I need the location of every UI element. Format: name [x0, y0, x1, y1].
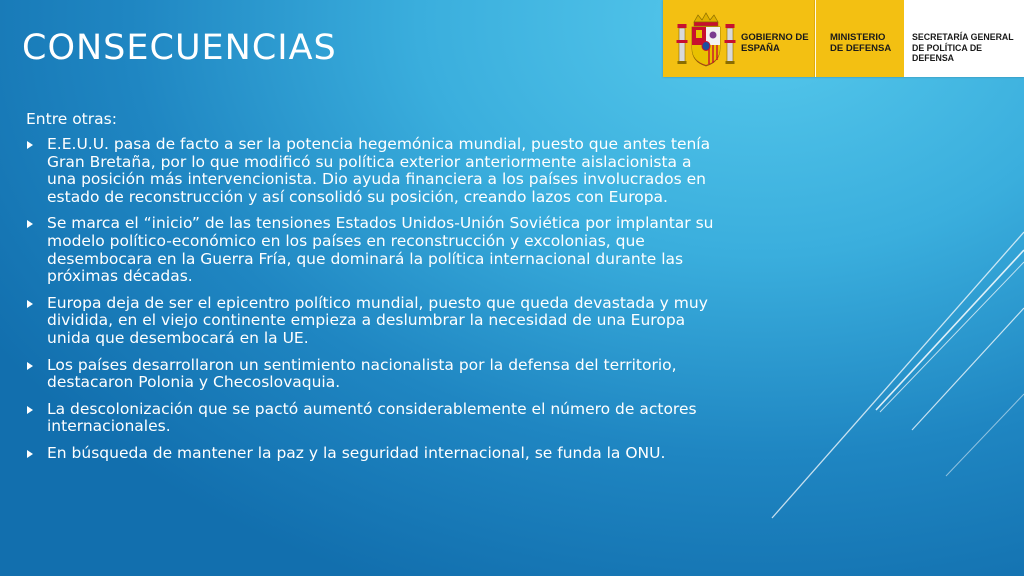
triangle-bullet-icon: [27, 450, 33, 458]
coat-of-arms-icon: [676, 10, 736, 70]
triangle-bullet-icon: [27, 300, 33, 308]
bullet-text: Los países desarrollaron un sentimiento nacionalista por la defensa del territorio, destacaron Polonia y Checoslovaquia.: [47, 355, 677, 392]
ministerio-label: MINISTERIO DE DEFENSA: [830, 32, 892, 54]
gobierno-label: GOBIERNO DE ESPAÑA: [741, 32, 809, 54]
logo-secretaria-section: [904, 0, 1024, 77]
bullet-item: [26, 357, 716, 392]
bullet-item: [26, 295, 716, 348]
bullet-item: [26, 401, 716, 436]
bullet-list: [26, 136, 716, 472]
intro-text: Entre otras:: [26, 110, 117, 128]
government-logo-banner: [663, 0, 1024, 77]
bullet-item: [26, 136, 716, 206]
bullet-text: Se marca el “inicio” de las tensiones Estados Unidos-Unión Soviética por implantar su modelo político-económico en los países en reconstrucción y excolonias, que desembocara en la Guerra Fría, que dominará la política internacional durante las próximas décadas.: [47, 214, 714, 286]
bullet-text: E.E.U.U. pasa de facto a ser la potencia hegemónica mundial, puesto que antes tenía Gran Bretaña, por lo que modificó su política exterior anteriormente aislacionista a una posición más intervencionista. Dio ayuda financiera a los países involucrados en estado de reconstrucción y así consolidó su posición, creando lazos con Europa.: [47, 135, 711, 206]
triangle-bullet-icon: [27, 406, 33, 414]
triangle-bullet-icon: [27, 141, 33, 149]
logo-ministerio-section: [815, 0, 904, 77]
bullet-text: Europa deja de ser el epicentro político mundial, puesto que queda devastada y muy dividida, en el viejo continente empieza a deslumbrar la necesidad de una Europa unida que desembocará en la UE.: [47, 293, 708, 347]
secretaria-label: SECRETARÍA GENERAL DE POLÍTICA DE DEFENSA: [912, 32, 1014, 63]
bullet-text: La descolonización que se pactó aumentó considerablemente el número de actores internacionales.: [47, 399, 697, 436]
logo-gobierno-section: [663, 0, 815, 77]
bullet-item: [26, 215, 716, 285]
triangle-bullet-icon: [27, 220, 33, 228]
bullet-item: [26, 445, 716, 463]
bullet-text: En búsqueda de mantener la paz y la seguridad internacional, se funda la ONU.: [47, 443, 666, 462]
slide-title: CONSECUENCIAS: [22, 28, 337, 68]
triangle-bullet-icon: [27, 362, 33, 370]
